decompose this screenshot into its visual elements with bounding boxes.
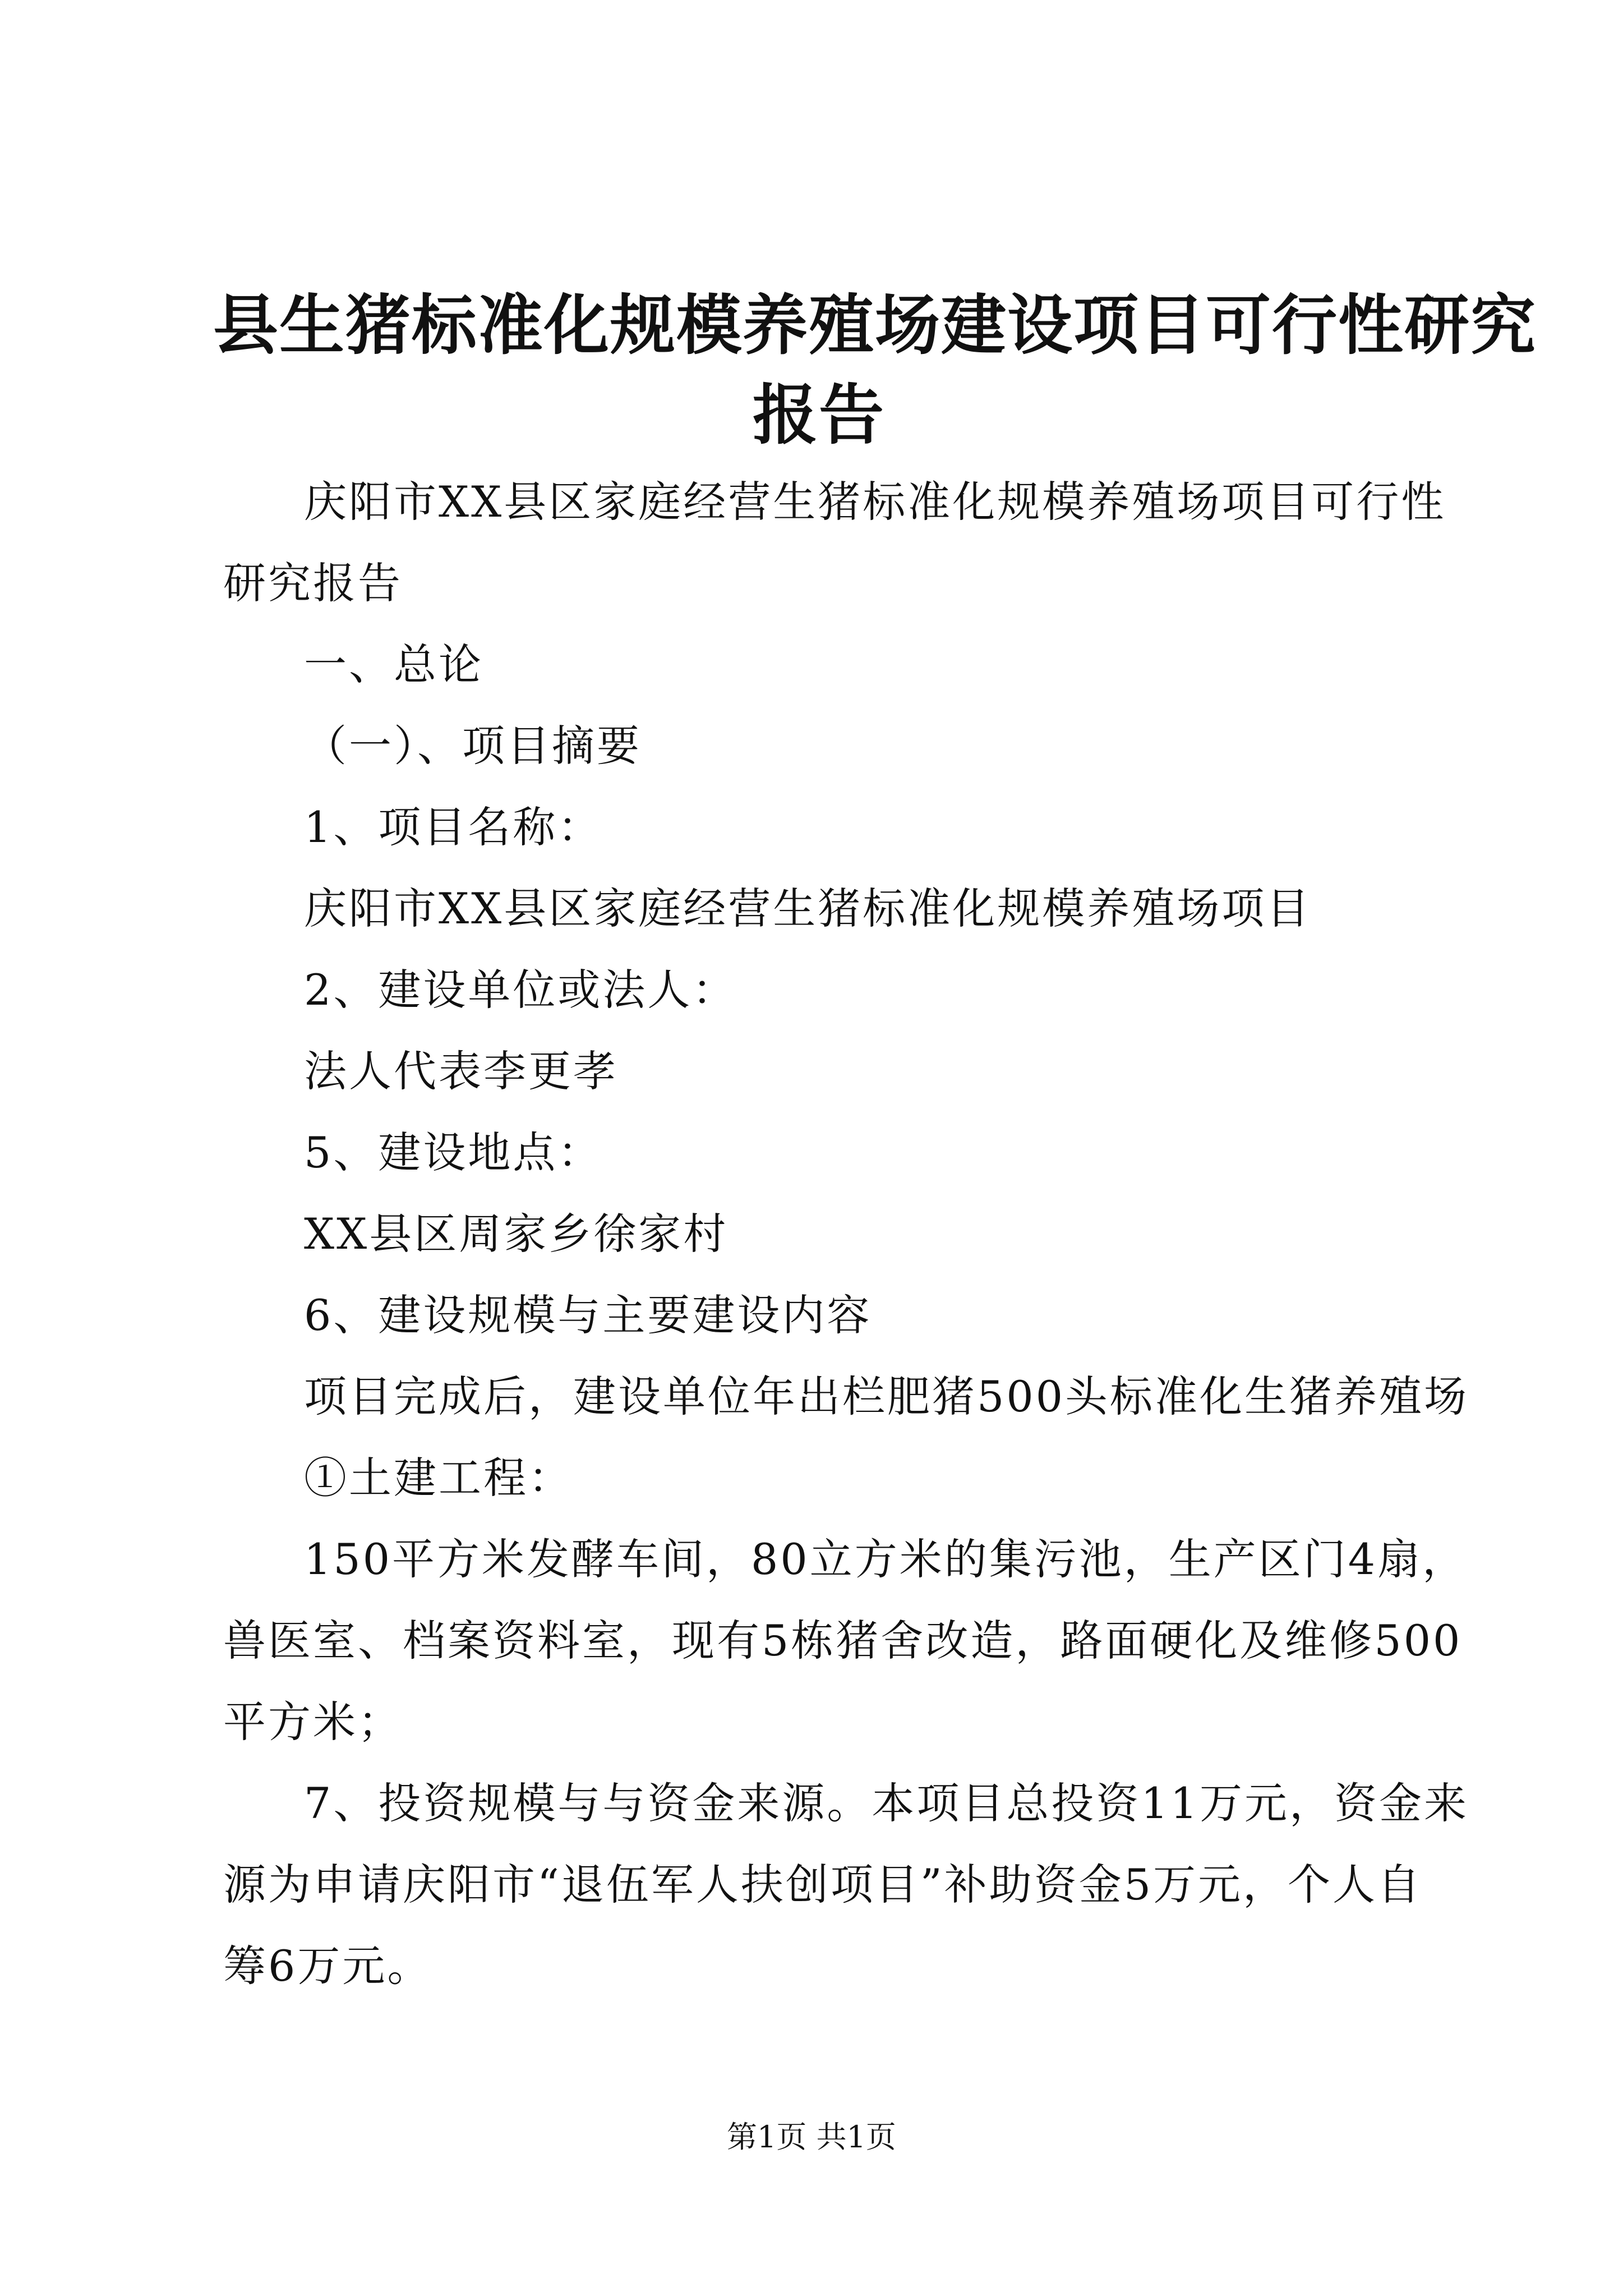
item-civil-works-line-1: 150平方米发酵车间，80立方米的集污池，生产区门4扇， [304,1534,1468,1584]
item-project-name-value: 庆阳市XX县区家庭经营生猪标准化规模养殖场项目 [304,884,1312,933]
item-builder-value: 法人代表李更孝 [304,1046,618,1096]
item-scale-label: 6、建设规模与主要建设内容 [304,1290,872,1340]
report-subtitle-line-2: 研究报告 [223,558,403,608]
item-investment-line-1: 7、投资规模与与资金来源。本项目总投资11万元，资金来 [304,1778,1469,1828]
item-builder-label: 2、建设单位或法人： [304,965,737,1015]
item-location-value: XX县区周家乡徐家村 [304,1209,728,1259]
document-title-line-2: 报告 [753,377,885,453]
document-title-line-1: 县生猪标准化规模养殖场建设项目可行性研究 [213,287,1537,364]
item-civil-works-label: ①土建工程： [304,1453,573,1503]
item-project-name-label: 1、项目名称： [304,802,603,852]
subsection-heading-summary: （一）、项目摘要 [304,721,642,771]
item-investment-line-2: 源为申请庆阳市“退伍军人扶创项目”补助资金5万元，个人自 [223,1860,1423,1910]
item-civil-works-line-2: 兽医室、档案资料室，现有5栋猪舍改造，路面硬化及维修500 [223,1616,1463,1665]
report-subtitle-line-1: 庆阳市XX县区家庭经营生猪标准化规模养殖场项目可行性 [304,477,1446,527]
section-heading-overview: 一、总论 [304,639,483,689]
item-civil-works-line-3: 平方米； [223,1697,403,1747]
item-location-label: 5、建设地点： [304,1128,603,1177]
page-footer: 第1页 共1页 [727,2119,896,2155]
item-scale-value: 项目完成后，建设单位年出栏肥猪500头标准化生猪养殖场 [304,1372,1469,1421]
item-investment-line-3: 筹6万元。 [223,1941,432,1991]
